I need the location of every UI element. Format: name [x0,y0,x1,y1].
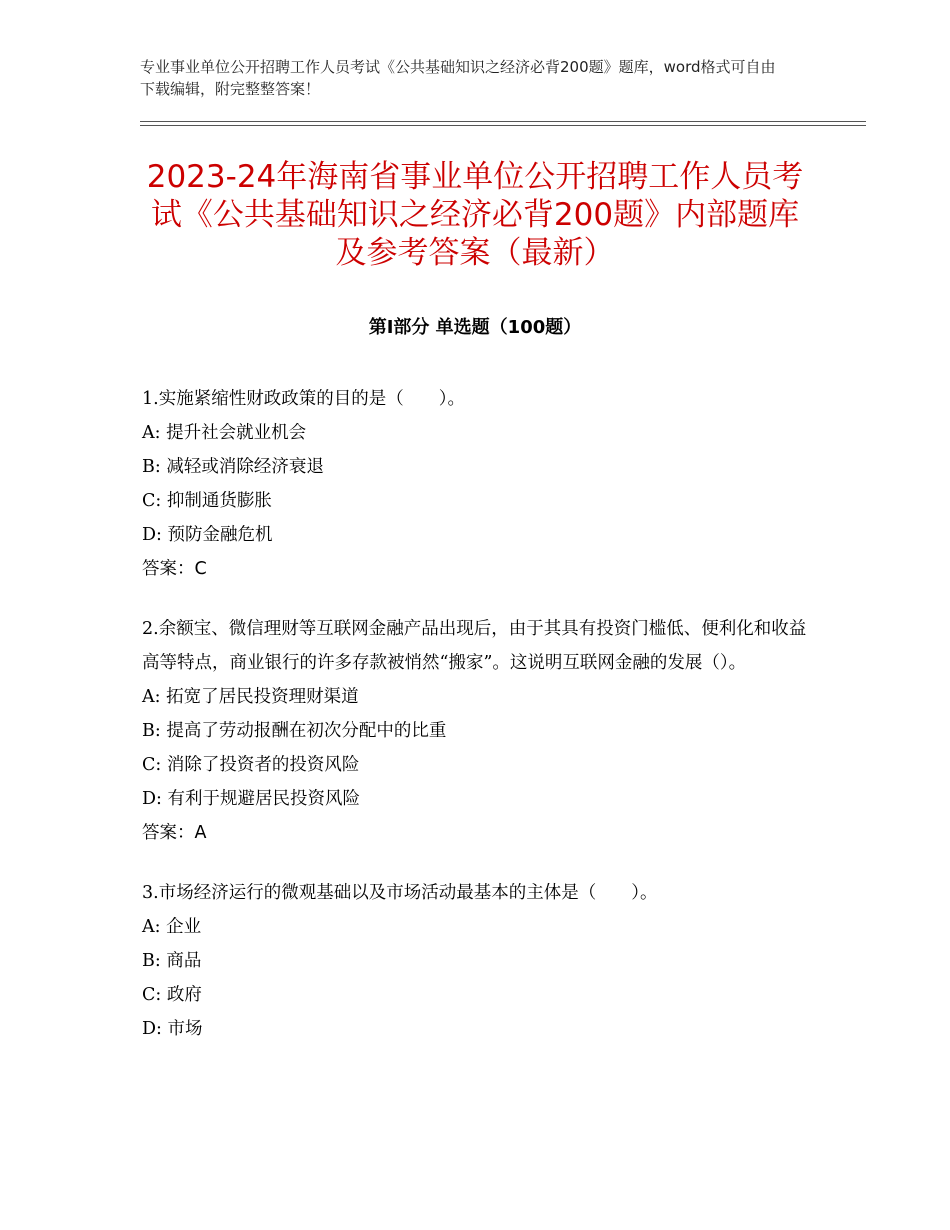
question-stem: 3.市场经济运行的微观基础以及市场活动最基本的主体是（ ）。 [142,883,658,903]
question-list [142,382,812,1072]
question-1 [142,382,812,586]
option-c: C: 抑制通货膨胀 [142,491,272,511]
header-rule-bottom [140,125,866,126]
option-c: C: 消除了投资者的投资风险 [142,755,360,775]
option-d: D: 有利于规避居民投资风险 [142,789,360,809]
option-b: B: 提高了劳动报酬在初次分配中的比重 [142,721,447,741]
question-2 [142,612,812,850]
option-b: B: 商品 [142,951,202,971]
answer: 答案：C [142,559,207,579]
document-title: 2023-24年海南省事业单位公开招聘工作人员考试《公共基础知识之经济必背200题》内部题库及参考答案（最新） [146,159,804,271]
question-3 [142,876,812,1046]
question-stem: 2.余额宝、微信理财等互联网金融产品出现后，由于其具有投资门槛低、便利化和收益高等特点，商业银行的许多存款被悄然“搬家”。这说明互联网金融的发展（）。 [142,619,807,673]
header-note: 专业事业单位公开招聘工作人员考试《公共基础知识之经济必背200题》题库，word格式可自由下载编辑，附完整整答案！ [140,58,776,98]
header-rule-top [140,121,866,122]
section-title: 第Ⅰ部分 单选题（100题） [368,317,582,338]
option-b: B: 减轻或消除经济衰退 [142,457,324,477]
option-a: A: 提升社会就业机会 [142,423,307,443]
option-d: D: 市场 [142,1019,203,1039]
question-stem: 1.实施紧缩性财政政策的目的是（ ）。 [142,389,465,409]
option-a: A: 企业 [142,917,202,937]
answer: 答案：A [142,823,207,843]
option-c: C: 政府 [142,985,202,1005]
option-a: A: 拓宽了居民投资理财渠道 [142,687,359,707]
option-d: D: 预防金融危机 [142,525,273,545]
